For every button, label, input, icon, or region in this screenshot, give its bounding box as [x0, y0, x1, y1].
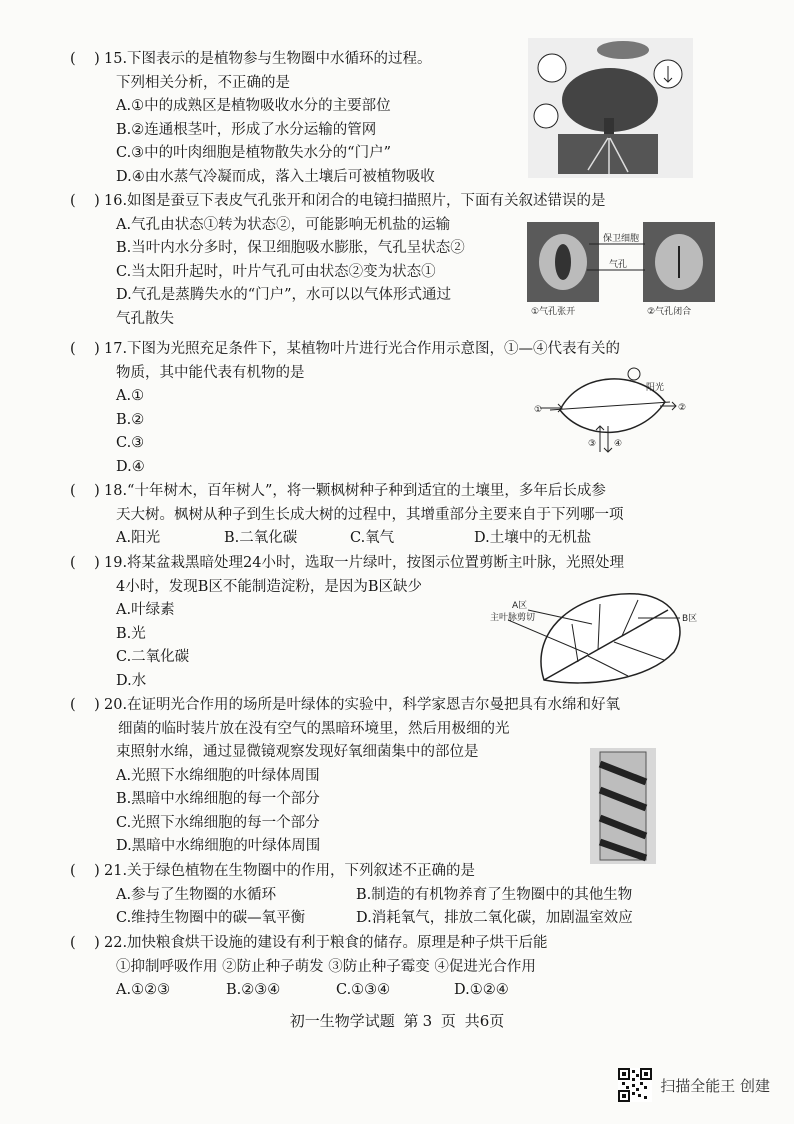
- cloud-shape: [597, 41, 649, 59]
- option-a[interactable]: A.气孔由状态①转为状态②，可能影响无机盐的运输: [116, 216, 451, 233]
- option-c[interactable]: C.维持生物圈中的碳—氧平衡: [116, 910, 306, 926]
- question-stem-line: 物质，其中能代表有机物的是: [116, 364, 305, 381]
- page-footer: [0, 1010, 794, 1031]
- option-c[interactable]: C.二氧化碳: [116, 649, 190, 665]
- option-b[interactable]: B.②连通根茎叶，形成了水分运输的管网: [116, 121, 377, 138]
- spirogyra-figure: [590, 748, 656, 864]
- soil-shape: [558, 134, 658, 174]
- question-stem: ( ) 16.如图是蚕豆下表皮气孔张开和闭合的电镜扫描照片，下面有关叙述错误的是: [70, 193, 606, 209]
- stoma-label: 气孔: [609, 260, 628, 270]
- watermark-text: 扫描全能王 创建: [660, 1076, 770, 1095]
- option-d[interactable]: D.气孔是蒸腾失水的“门户”，水可以以气体形式通过: [116, 287, 452, 303]
- option-d[interactable]: D.④: [116, 458, 145, 475]
- stomata-figure: [527, 222, 717, 318]
- question-stem-line: 天大树。枫树从种子到生长成大树的过程中，其增重部分主要来自于下列哪一项: [116, 506, 624, 523]
- option-b[interactable]: B.光: [116, 625, 146, 642]
- photosynthesis-leaf-figure: [530, 362, 700, 462]
- label-3: ③: [588, 439, 597, 449]
- option-d[interactable]: D.①②④: [454, 982, 509, 998]
- option-d[interactable]: D.水: [116, 672, 147, 689]
- options-row: [70, 527, 710, 551]
- option-a[interactable]: A.①中的成熟区是植物吸收水分的主要部位: [116, 98, 391, 114]
- a-zone-label: A区: [512, 601, 528, 611]
- scanner-watermark: [618, 1068, 770, 1102]
- inset-circle-2: [534, 104, 558, 128]
- footer-page-number: 3: [422, 1012, 433, 1030]
- option-a[interactable]: A.参与了生物圈的水循环: [116, 886, 277, 903]
- sun-label: 阳光: [646, 383, 665, 393]
- question-stem: ( ) 20.在证明光合作用的场所是叶绿体的实验中，科学家恩吉尔曼把具有水绵和好氧: [70, 697, 621, 713]
- question-stem: ( ) 22.加快粮食烘干设施的建设有利于粮食的储存。原理是种子烘干后能: [70, 935, 548, 951]
- option-c[interactable]: C.③中的叶肉细胞是植物散失水分的“门户”: [116, 145, 392, 161]
- open-caption: ①气孔张开: [531, 307, 576, 317]
- question-stem-line: 4小时，发现B区不能制造淀粉，是因为B区缺少: [116, 578, 423, 595]
- question-18: [70, 480, 710, 551]
- option-c[interactable]: C.光照下水绵细胞的每一个部分: [116, 814, 320, 831]
- footer-title: 初一生物学试题: [289, 1012, 395, 1030]
- question-stem-line: 下列相关分析，不正确的是: [116, 74, 290, 91]
- options-row-2: [70, 907, 710, 931]
- sun-icon: [628, 368, 640, 380]
- question-stem: ( ) 21.关于绿色植物在生物圈中的作用，下列叙述不正确的是: [70, 863, 476, 879]
- closed-caption: ②气孔闭合: [647, 307, 692, 317]
- label-4: ④: [614, 439, 623, 449]
- b-zone-label: B区: [682, 614, 698, 624]
- footer-page-suffix: 页: [440, 1012, 456, 1030]
- option-d[interactable]: D.黑暗中水绵细胞的叶绿体周围: [116, 838, 321, 854]
- option-c[interactable]: C.当太阳升起时，叶片气孔可由状态②变为状态①: [116, 263, 436, 280]
- leaf-cut-figure: [488, 580, 710, 690]
- option-c[interactable]: C.①③④: [336, 982, 391, 998]
- options-row: [70, 979, 710, 1003]
- option-d[interactable]: D.土壤中的无机盐: [474, 530, 592, 546]
- footer-total-pages: 共6页: [464, 1012, 505, 1030]
- option-a[interactable]: A.①②③: [116, 982, 171, 998]
- option-d-continued: 气孔散失: [116, 310, 174, 327]
- option-d[interactable]: D.消耗氧气，排放二氧化碳，加剧温室效应: [356, 910, 633, 926]
- option-b[interactable]: B.黑暗中水绵细胞的每一个部分: [116, 791, 320, 807]
- option-d[interactable]: D.④由水蒸气冷凝而成，落入土壤后可被植物吸收: [116, 168, 435, 185]
- option-c[interactable]: C.③: [116, 435, 145, 451]
- question-22: [70, 932, 710, 1003]
- question-21: [70, 860, 710, 931]
- question-stem-line: 束照射水绵，通过显微镜观察发现好氧细菌集中的部位是: [116, 744, 479, 760]
- arrow-in-1: [540, 404, 562, 412]
- question-stem: ( ) 19.将某盆栽黑暗处理24小时，选取一片绿叶，按图示位置剪断主叶脉，光照处理: [70, 555, 625, 571]
- question-stem: ( ) 15.下图表示的是植物参与生物圈中水循环的过程。: [70, 51, 432, 67]
- question-stem: ( ) 18.“十年树木，百年树人”，将一颗枫树种子种到适宜的土壤里，多年后长成参: [70, 483, 606, 499]
- label-1: ①: [534, 405, 543, 415]
- option-b[interactable]: B.当叶内水分多时，保卫细胞吸水膨胀，气孔呈状态②: [116, 240, 465, 256]
- open-pore: [555, 244, 571, 280]
- label-2: ②: [678, 403, 687, 413]
- option-a[interactable]: A.光照下水绵细胞的叶绿体周围: [116, 767, 320, 784]
- question-stem: ( ) 17.下图为光照充足条件下，某植物叶片进行光合作用示意图，①—④代表有关的: [70, 341, 621, 357]
- option-a[interactable]: A.①: [116, 388, 145, 404]
- option-b[interactable]: B.②③④: [226, 982, 281, 998]
- option-a[interactable]: A.阳光: [116, 530, 161, 546]
- guard-cell-label: 保卫细胞: [603, 234, 640, 244]
- option-b[interactable]: B.②: [116, 411, 145, 428]
- option-b[interactable]: B.二氧化碳: [224, 530, 298, 546]
- question-stem-line: 细菌的临时装片放在没有空气的黑暗环境里，然后用极细的光: [118, 720, 510, 737]
- options-row-1: [70, 884, 710, 908]
- qr-code-icon: [618, 1068, 652, 1102]
- footer-page-prefix: 第: [403, 1012, 419, 1030]
- option-b[interactable]: B.制造的有机物养育了生物圈中的其他生物: [356, 886, 633, 903]
- option-a[interactable]: A.叶绿素: [116, 602, 175, 618]
- option-c[interactable]: C.氧气: [350, 530, 395, 546]
- water-cycle-figure: [528, 38, 693, 178]
- cut-label: 主叶脉剪切: [490, 613, 536, 623]
- inset-circle-1: [538, 54, 566, 82]
- statements-line: ①抑制呼吸作用 ②防止种子萌发 ③防止种子霉变 ④促进光合作用: [116, 958, 536, 975]
